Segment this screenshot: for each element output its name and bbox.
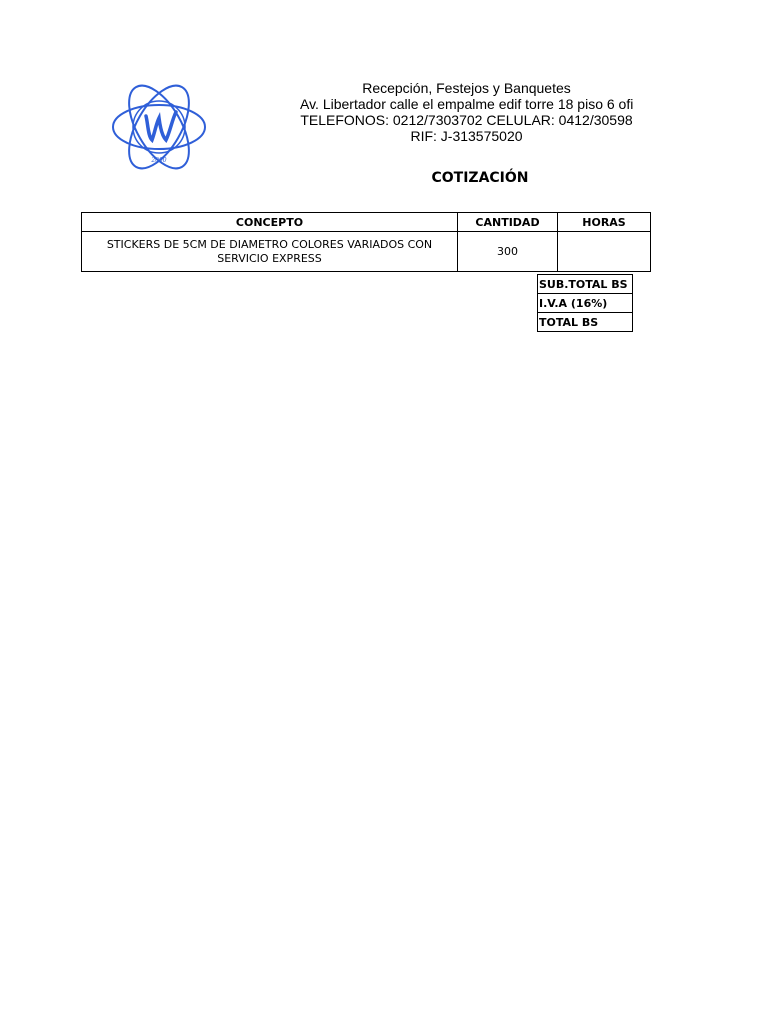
company-logo-icon [110, 80, 208, 174]
company-tagline: Recepción, Festejos y Banquetes [362, 80, 571, 96]
header-concepto: CONCEPTO [82, 213, 458, 232]
company-logo [110, 80, 208, 174]
company-phones: TELEFONOS: 0212/7303702 CELULAR: 0412/30598 [300, 112, 633, 128]
totals-table [537, 274, 633, 332]
row-concepto: STICKERS DE 5CM DE DIAMETRO COLORES VARIADOS CON SERVICIO EXPRESS [82, 232, 458, 272]
row-horas [558, 232, 651, 272]
iva-label: I.V.A (16%) [538, 294, 633, 313]
quote-table [81, 212, 651, 272]
table-row [82, 232, 651, 272]
company-header [300, 80, 633, 144]
table-header-row [82, 213, 651, 232]
company-address: Av. Libertador calle el empalme edif torre 18 piso 6 ofi [300, 96, 633, 112]
document-title: COTIZACIÓN [431, 170, 529, 186]
subtotal-label: SUB.TOTAL BS [538, 275, 633, 294]
row-cantidad: 300 [458, 232, 558, 272]
header-cantidad: CANTIDAD [458, 213, 558, 232]
company-rif: RIF: J-313575020 [410, 128, 523, 144]
header-horas: HORAS [558, 213, 651, 232]
total-label: TOTAL BS [538, 313, 633, 332]
logo-year: 2000 [151, 157, 167, 164]
